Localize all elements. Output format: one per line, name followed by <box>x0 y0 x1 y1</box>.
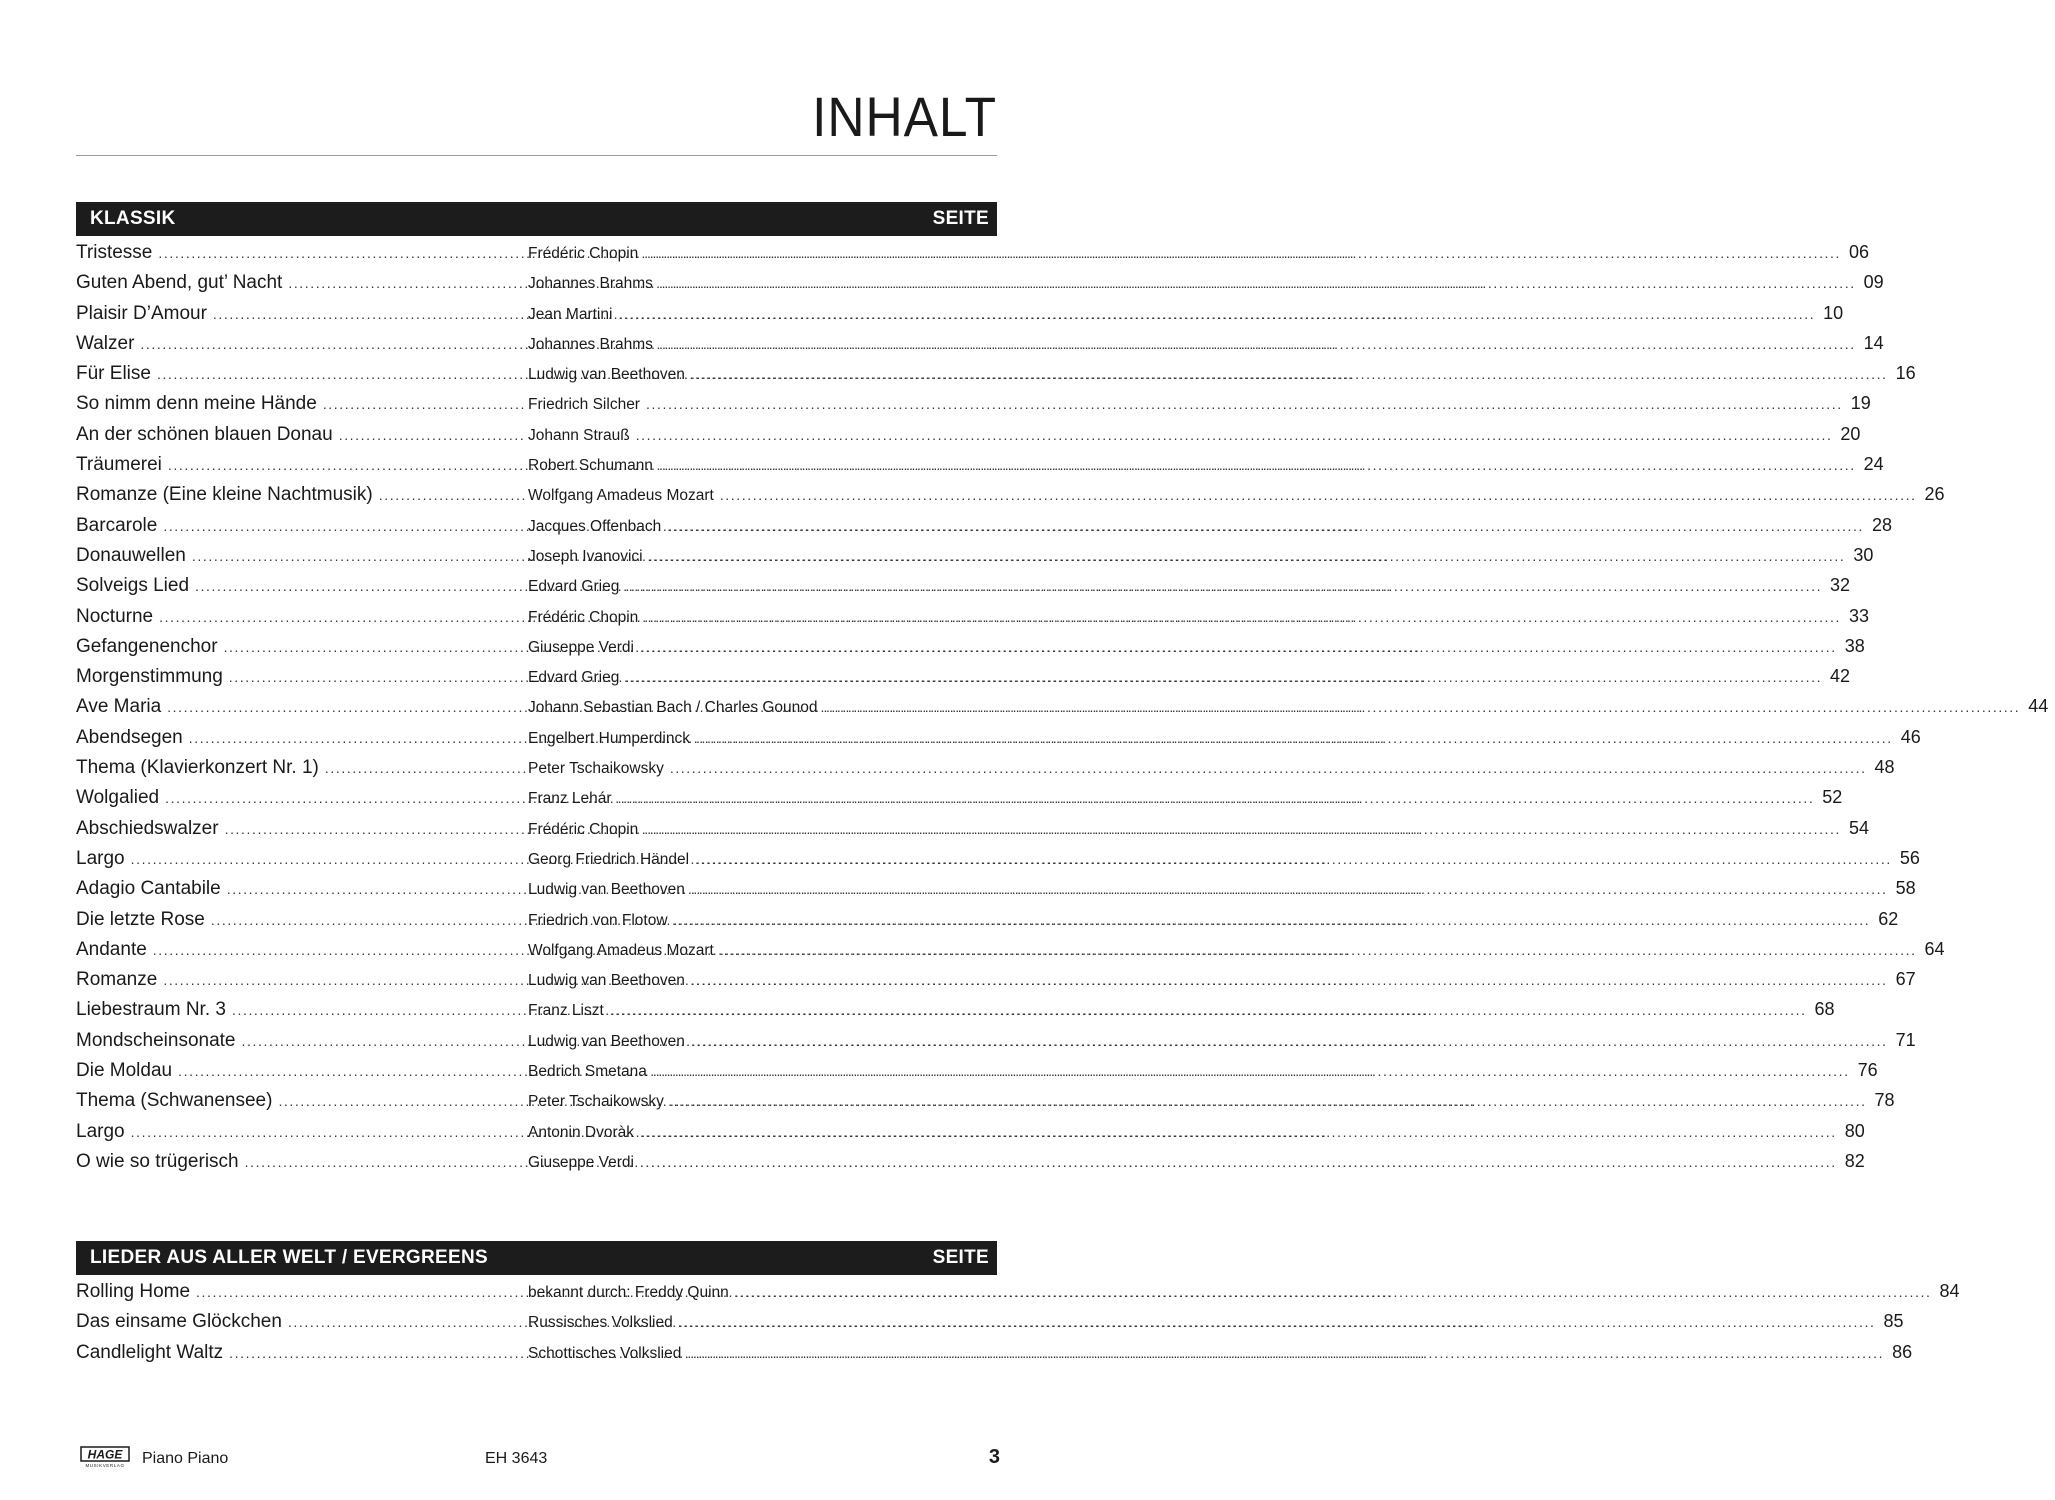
piece-title: Die Moldau <box>76 1060 173 1082</box>
page-number: 46 <box>1900 726 1921 747</box>
composer-name: Giuseppe Verdi <box>528 638 634 656</box>
leader-dots <box>618 306 1815 322</box>
composer-name: Johannes Brahms <box>528 275 653 293</box>
toc-row <box>76 938 1945 969</box>
klassik-page-label: SEITE <box>932 208 989 229</box>
page-number: 67 <box>1895 969 1916 990</box>
leader-dots <box>649 548 1846 564</box>
page-number: 84 <box>1939 1281 1960 1301</box>
toc-row <box>76 393 1871 423</box>
leader-dots <box>325 760 526 776</box>
page-number: 78 <box>1874 1090 1895 1111</box>
page-number: 09 <box>1863 272 1884 293</box>
leader-dots <box>640 1154 1837 1170</box>
toc-row <box>76 1150 1865 1181</box>
piece-title: Wolgalied <box>76 787 160 809</box>
piece-title: Andante <box>76 938 147 960</box>
page-number: 68 <box>1814 999 1835 1020</box>
composer-name: Schottisches Volkslied <box>528 1344 682 1362</box>
page-number: 64 <box>1924 938 1945 959</box>
logo-text: HAGE <box>87 1447 123 1462</box>
lieder-header <box>76 1241 997 1275</box>
leader-dots <box>646 396 1843 412</box>
leader-dots <box>640 639 1837 655</box>
composer-name: Frédéric Chopin <box>528 820 639 838</box>
toc-row <box>76 1281 1960 1311</box>
leader-dots <box>670 1093 1867 1109</box>
composer-name: Ludwig van Beethoven <box>528 1032 685 1050</box>
leader-dots <box>659 457 1856 473</box>
leader-dots <box>824 699 2021 715</box>
toc-row <box>76 1120 1865 1151</box>
leader-dots <box>679 1314 1876 1330</box>
composer-name: Ludwig van Beethoven <box>528 972 685 990</box>
piece-title: Rolling Home <box>76 1281 191 1302</box>
composer-name: Jacques Offenbach <box>528 517 662 535</box>
composer-name: Frédéric Chopin <box>528 245 639 262</box>
piece-title: Abendsegen <box>76 726 183 748</box>
page-number: 54 <box>1849 817 1870 838</box>
leader-dots <box>636 427 1833 443</box>
page-number: 76 <box>1857 1060 1878 1081</box>
leader-dots <box>644 609 1841 625</box>
leader-dots <box>691 1033 1888 1049</box>
leader-dots <box>667 518 1864 534</box>
page-number: 85 <box>1883 1311 1904 1332</box>
toc-row <box>76 908 1899 939</box>
piece-title: So nimm denn meine Hände <box>76 393 317 415</box>
footer-series: Piano Piano <box>142 1450 229 1467</box>
lieder-list <box>76 1281 1960 1372</box>
piece-title: Walzer <box>76 332 135 354</box>
composer-name: Wolfgang Amadeus Mozart <box>528 941 714 959</box>
page-number: 82 <box>1844 1150 1865 1171</box>
toc-row <box>76 1311 1904 1341</box>
leader-dots <box>695 851 1892 867</box>
page-title: INHALT <box>812 85 997 148</box>
leader-dots <box>323 396 526 412</box>
composer-name: Bedrich Smetana <box>528 1063 647 1081</box>
leader-dots <box>653 1063 1850 1079</box>
page-number: 06 <box>1849 242 1870 262</box>
composer-name: Friedrich Silcher <box>528 396 640 414</box>
lieder-header-label: LIEDER AUS ALLER WELT / EVERGREENS <box>90 1247 488 1268</box>
leader-dots <box>720 487 1917 503</box>
piece-title: Plaisir D’Amour <box>76 302 207 324</box>
toc-row <box>76 514 1893 545</box>
composer-name: Ludwig van Beethoven <box>528 366 685 384</box>
piece-title: An der schönen blauen Donau <box>76 423 333 445</box>
composer-name: Johannes Brahms <box>528 335 653 353</box>
page-number: 86 <box>1892 1341 1913 1362</box>
page-number: 38 <box>1844 635 1865 656</box>
page-number: 20 <box>1840 423 1861 444</box>
klassik-header-label: KLASSIK <box>90 208 176 229</box>
piece-title: Träumerei <box>76 454 162 476</box>
piece-title: Largo <box>76 847 125 869</box>
toc-row <box>76 242 1870 272</box>
composer-name: Engelbert Humperdinck <box>528 729 690 747</box>
page-number: 10 <box>1823 302 1844 323</box>
toc-row <box>76 272 1884 302</box>
piece-title: Nocturne <box>76 605 154 627</box>
leader-dots <box>670 760 1867 776</box>
composer-name: Edvard Grieg <box>528 669 620 687</box>
leader-dots <box>379 487 526 503</box>
page-number: 30 <box>1853 544 1874 565</box>
piece-title: Das einsame Glöckchen <box>76 1311 282 1333</box>
composer-name: Russisches Volkslied <box>528 1314 673 1332</box>
piece-title: Romanze (Eine kleine Nachtmusik) <box>76 484 373 506</box>
leader-dots <box>618 790 1815 806</box>
leader-dots <box>674 912 1871 928</box>
composer-name: Antonin Dvoràk <box>528 1123 634 1141</box>
composer-name: Frédéric Chopin <box>528 608 639 626</box>
toc-row <box>76 969 1916 999</box>
leader-dots <box>659 275 1856 291</box>
toc-row <box>76 635 1865 666</box>
piece-title: Solveigs Lied <box>76 575 190 597</box>
leader-dots <box>644 821 1841 837</box>
toc-row <box>76 1060 1878 1090</box>
page-number: 33 <box>1849 605 1870 626</box>
page-footer <box>80 1446 1000 1470</box>
piece-title: Für Elise <box>76 363 151 385</box>
piece-title: Romanze <box>76 969 158 991</box>
composer-name: Giuseppe Verdi <box>528 1153 634 1171</box>
toc-row <box>76 847 1920 878</box>
toc-row <box>76 544 1874 575</box>
page-number: 62 <box>1878 908 1899 929</box>
composer-name: Friedrich von Flotow <box>528 911 668 929</box>
title-divider <box>76 155 997 156</box>
page-number: 42 <box>1830 666 1851 687</box>
leader-dots <box>659 336 1856 352</box>
leader-dots <box>339 427 526 443</box>
publisher-logo <box>80 1446 130 1468</box>
piece-title: Adagio Cantabile <box>76 878 221 900</box>
piece-title: Thema (Klavierkonzert Nr. 1) <box>76 757 319 779</box>
page-number: 48 <box>1874 757 1895 778</box>
piece-title: Candlelight Waltz <box>76 1341 224 1363</box>
piece-title: Die letzte Rose <box>76 908 205 930</box>
toc-row <box>76 817 1870 848</box>
toc-row <box>76 332 1884 363</box>
footer-page-number: 3 <box>988 1446 1000 1468</box>
piece-title: Abschiedswalzer <box>76 817 219 839</box>
composer-name: Jean Martini <box>528 305 613 323</box>
leader-dots <box>625 578 1822 594</box>
composer-name: Wolfgang Amadeus Mozart <box>528 487 714 505</box>
leader-dots <box>625 669 1822 685</box>
composer-name: Johann Strauß <box>528 426 630 444</box>
composer-name: Johann Sebastian Bach / Charles Gounod <box>528 699 818 717</box>
composer-name: Franz Lehár <box>528 790 612 808</box>
page-number: 28 <box>1872 514 1893 535</box>
piece-title: Ave Maria <box>76 696 162 718</box>
leader-dots <box>720 942 1917 958</box>
toc-row <box>76 666 1851 696</box>
leader-dots <box>640 1124 1837 1140</box>
toc-row <box>76 787 1843 817</box>
composer-name: Franz Liszt <box>528 1002 604 1020</box>
leader-dots <box>644 245 1841 261</box>
piece-title: Largo <box>76 1120 125 1142</box>
page-number: 14 <box>1863 332 1884 353</box>
piece-title: O wie so trügerisch <box>76 1150 239 1172</box>
page-number: 16 <box>1895 363 1916 384</box>
composer-name: Joseph Ivanovici <box>528 547 643 565</box>
leader-dots <box>687 1345 1884 1361</box>
piece-title: Tristesse <box>76 242 153 263</box>
page-number: 52 <box>1822 787 1843 808</box>
piece-title: Morgenstimmung <box>76 666 223 688</box>
composer-name: Robert Schumann <box>528 457 653 475</box>
klassik-section <box>76 202 2049 1181</box>
page-number: 26 <box>1924 484 1945 505</box>
leader-dots <box>610 1002 1807 1018</box>
page-number: 56 <box>1899 847 1920 868</box>
toc-row <box>76 575 1851 605</box>
piece-title: Thema (Schwanensee) <box>76 1090 273 1112</box>
logo-subtext: MUSIKVERLAG <box>85 1463 125 1468</box>
piece-title: Guten Abend, gut’ Nacht <box>76 272 283 294</box>
page-number: 44 <box>2028 696 2049 717</box>
composer-name: Peter Tschaikowsky <box>528 1093 664 1111</box>
toc-row <box>76 363 1916 393</box>
page-number: 80 <box>1844 1120 1865 1141</box>
composer-name: Ludwig van Beethoven <box>528 881 685 899</box>
toc-row <box>76 999 1835 1029</box>
klassik-list <box>76 242 2049 1181</box>
leader-dots <box>691 881 1888 897</box>
toc-row <box>76 726 1921 757</box>
toc-row <box>76 1341 1913 1372</box>
piece-title: Donauwellen <box>76 544 186 566</box>
toc-row <box>76 696 2049 726</box>
leader-dots <box>735 1284 1932 1300</box>
leader-dots <box>696 730 1893 746</box>
toc-row <box>76 484 1945 514</box>
piece-title: Mondscheinsonate <box>76 1029 236 1051</box>
toc-row <box>76 302 1844 333</box>
composer-name: Georg Friedrich Händel <box>528 850 690 868</box>
composer-name: Peter Tschaikowsky <box>528 760 664 778</box>
composer-name: bekannt durch: Freddy Quinn <box>528 1284 729 1301</box>
toc-row <box>76 423 1861 454</box>
page-number: 19 <box>1850 393 1871 414</box>
footer-code: EH 3643 <box>485 1450 548 1467</box>
page-number: 71 <box>1895 1029 1916 1050</box>
lieder-section <box>76 1241 1960 1372</box>
toc-row <box>76 454 1884 484</box>
toc-row <box>76 1090 1895 1120</box>
page-number: 24 <box>1863 454 1884 475</box>
leader-dots <box>691 366 1888 382</box>
composer-name: Edvard Grieg <box>528 578 620 596</box>
toc-row <box>76 757 1895 787</box>
piece-title: Barcarole <box>76 514 158 536</box>
page-number: 32 <box>1830 575 1851 596</box>
piece-title: Liebestraum Nr. 3 <box>76 999 226 1021</box>
klassik-header <box>76 202 997 236</box>
toc-row <box>76 605 1870 636</box>
lieder-page-label: SEITE <box>932 1247 989 1268</box>
toc-row <box>76 878 1916 908</box>
toc-row <box>76 1029 1916 1060</box>
leader-dots <box>691 972 1888 988</box>
piece-title: Gefangenenchor <box>76 635 218 657</box>
page-number: 58 <box>1895 878 1916 899</box>
